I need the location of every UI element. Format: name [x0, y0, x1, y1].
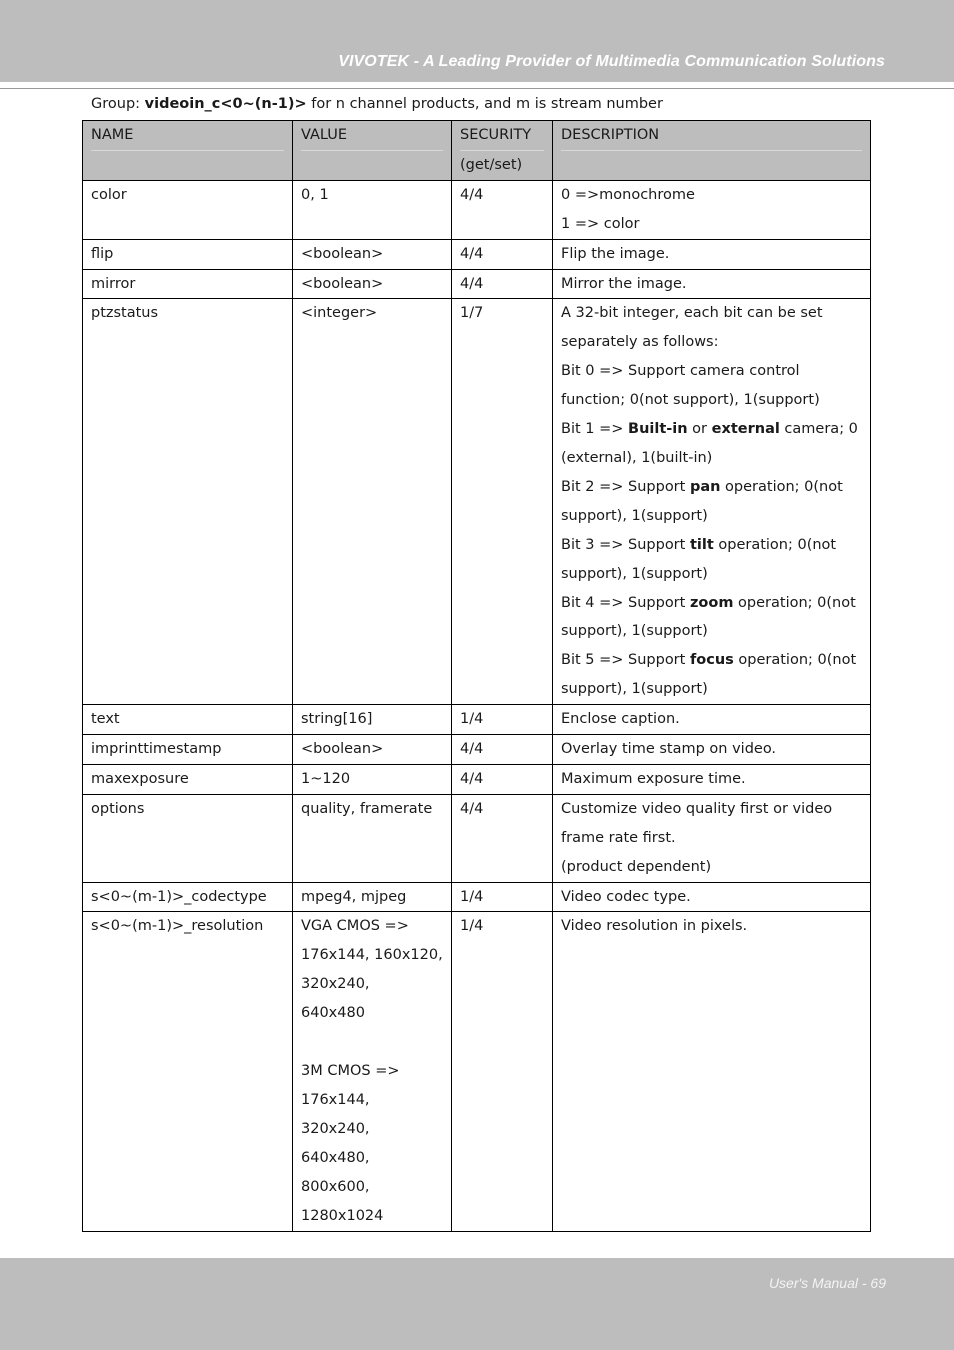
description-text: camera; 0: [779, 421, 858, 438]
description-keyword: tilt: [689, 536, 714, 553]
value-line: mpeg4, mjpeg: [301, 888, 407, 905]
cell-value: [293, 705, 452, 735]
table-row: [83, 269, 871, 299]
value-line: string[16]: [301, 711, 373, 728]
description-line: Overlay time stamp on video.: [561, 741, 777, 758]
description-line: Bit 0 => Support camera control: [561, 363, 800, 380]
description-line: frame rate first.: [561, 829, 676, 846]
cell-value: [293, 269, 452, 299]
table-row: [83, 912, 871, 1231]
parameter-table: [82, 120, 871, 1232]
cell-value: [293, 239, 452, 269]
description-keyword: zoom: [689, 594, 734, 611]
description-line: Video codec type.: [561, 888, 691, 905]
value-line: <boolean>: [301, 245, 384, 262]
cell-value: [293, 764, 452, 794]
header-divider: [0, 88, 954, 89]
cell-description: [553, 299, 871, 705]
description-line: Flip the image.: [561, 245, 670, 262]
description-keyword: external: [711, 421, 780, 438]
description-text: operation; 0(not: [713, 536, 837, 553]
header-title: VIVOTEK - A Leading Provider of Multimedia Communication Solutions: [338, 53, 885, 70]
group-caption: [91, 96, 663, 112]
table-row: [83, 794, 871, 882]
cell-value: [293, 794, 452, 882]
cell-value: [293, 735, 452, 765]
description-line: A 32-bit integer, each bit can be set: [561, 305, 823, 322]
cell-security: 4/4: [452, 735, 553, 765]
cell-value: [293, 882, 452, 912]
value-line: 640x480: [301, 1005, 365, 1022]
description-text: operation; 0(not: [720, 478, 843, 495]
value-line: 176x144, 160x120,: [301, 947, 443, 964]
description-keyword: focus: [689, 652, 734, 669]
description-line: Video resolution in pixels.: [561, 918, 748, 935]
description-text: Bit 1 =>: [561, 421, 629, 438]
description-line: Enclose caption.: [561, 711, 680, 728]
cell-description: [553, 794, 871, 882]
value-line: 800x600,: [301, 1178, 370, 1195]
cell-name: color: [83, 180, 293, 239]
table-row: [83, 299, 871, 705]
cell-name: text: [83, 705, 293, 735]
cell-security: 4/4: [452, 269, 553, 299]
description-text: Bit 2 => Support: [561, 478, 690, 495]
cell-description: [553, 912, 871, 1231]
description-line: [561, 531, 862, 560]
footer-band: [0, 1258, 954, 1350]
description-line: support), 1(support): [561, 565, 708, 582]
description-line: (product dependent): [561, 858, 712, 875]
cell-description: [553, 180, 871, 239]
description-line: Maximum exposure time.: [561, 770, 746, 787]
description-line: (external), 1(built-in): [561, 449, 713, 466]
description-keyword: Built-in: [628, 421, 688, 438]
description-line: Customize video quality first or video: [561, 800, 833, 817]
cell-name: s<0~(m-1)>_resolution: [83, 912, 293, 1231]
description-line: [561, 646, 862, 675]
description-text: operation; 0(not: [733, 594, 856, 611]
value-line: <boolean>: [301, 275, 384, 292]
value-line: <integer>: [301, 305, 378, 322]
value-line: VGA CMOS =>: [301, 918, 409, 935]
table-row: [83, 764, 871, 794]
cell-security: 4/4: [452, 764, 553, 794]
column-header-name: NAME: [83, 121, 293, 181]
page-number: User's Manual - 69: [768, 1275, 886, 1291]
cell-security: 4/4: [452, 239, 553, 269]
cell-description: [553, 735, 871, 765]
description-line: support), 1(support): [561, 623, 708, 640]
cell-security: 1/4: [452, 882, 553, 912]
cell-security: 4/4: [452, 794, 553, 882]
cell-value: [293, 299, 452, 705]
value-line: 3M CMOS =>: [301, 1063, 400, 1080]
table-row: [83, 180, 871, 239]
description-line: 0 =>monochrome: [561, 186, 695, 203]
group-suffix: for n channel products, and m is stream number: [306, 96, 663, 112]
value-line: 1~120: [301, 770, 351, 787]
table-body: [83, 180, 871, 1231]
value-line: 320x240,: [301, 1120, 370, 1137]
description-line: [561, 473, 862, 502]
cell-description: [553, 705, 871, 735]
column-header-security-sub: (get/set): [460, 156, 523, 173]
cell-value: [293, 180, 452, 239]
cell-description: [553, 239, 871, 269]
column-header-security: SECURITY (get/set): [452, 121, 553, 181]
cell-description: [553, 882, 871, 912]
table-header-row: [83, 121, 871, 181]
table-row: [83, 735, 871, 765]
description-line: [561, 589, 862, 618]
cell-value: [293, 912, 452, 1231]
description-line: Mirror the image.: [561, 275, 687, 292]
cell-security: 1/7: [452, 299, 553, 705]
cell-name: imprinttimestamp: [83, 735, 293, 765]
cell-name: ptzstatus: [83, 299, 293, 705]
cell-description: [553, 764, 871, 794]
description-text: Bit 3 => Support: [561, 536, 690, 553]
cell-description: [553, 269, 871, 299]
description-line: support), 1(support): [561, 507, 708, 524]
cell-security: 1/4: [452, 912, 553, 1231]
description-text: operation; 0(not: [733, 652, 857, 669]
description-keyword: pan: [689, 478, 721, 495]
description-line: separately as follows:: [561, 334, 719, 351]
group-prefix: Group:: [91, 96, 145, 112]
value-line: quality, framerate: [301, 800, 433, 817]
column-header-value: VALUE: [293, 121, 452, 181]
description-line: function; 0(not support), 1(support): [561, 392, 820, 409]
description-line: 1 => color: [561, 215, 640, 232]
column-header-description: DESCRIPTION: [553, 121, 871, 181]
value-line: 640x480,: [301, 1149, 370, 1166]
value-line: <boolean>: [301, 741, 384, 758]
description-text: or: [687, 421, 712, 438]
value-line: 320x240,: [301, 976, 370, 993]
description-line: support), 1(support): [561, 681, 708, 698]
description-line: [561, 415, 862, 444]
cell-name: flip: [83, 239, 293, 269]
cell-security: 4/4: [452, 180, 553, 239]
table-row: [83, 705, 871, 735]
cell-security: 1/4: [452, 705, 553, 735]
cell-name: mirror: [83, 269, 293, 299]
value-line: [301, 1028, 443, 1057]
cell-name: s<0~(m-1)>_codectype: [83, 882, 293, 912]
description-text: Bit 4 => Support: [561, 594, 690, 611]
value-line: 176x144,: [301, 1092, 370, 1108]
group-name: videoin_c<0~(n-1)>: [144, 96, 307, 112]
value-line: 1280x1024: [301, 1207, 384, 1224]
cell-name: maxexposure: [83, 764, 293, 794]
table-row: [83, 882, 871, 912]
table-row: [83, 239, 871, 269]
description-text: Bit 5 => Support: [561, 652, 690, 669]
value-line: 0, 1: [301, 186, 329, 203]
cell-name: options: [83, 794, 293, 882]
